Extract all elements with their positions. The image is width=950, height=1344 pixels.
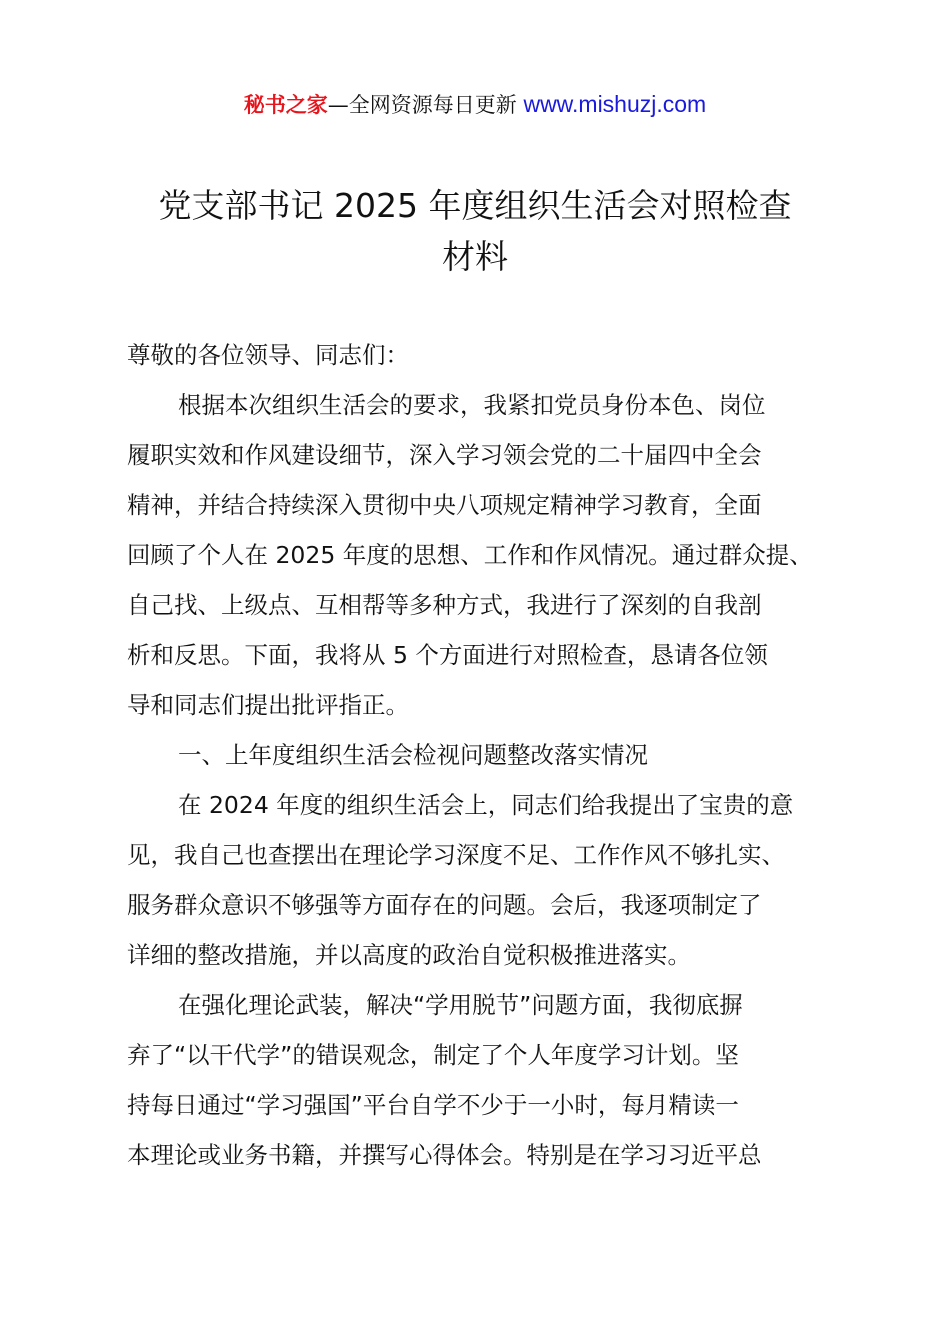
- text-line: 回顾了个人在 2025 年度的思想、工作和作风情况。通过群众提、: [127, 541, 813, 569]
- text-line: 履职实效和作风建设细节，深入学习领会党的二十届四中全会: [127, 441, 762, 469]
- text-line: 根据本次组织生活会的要求，我紧扣党员身份本色、岗位: [178, 391, 766, 419]
- title-line: 党支部书记 2025 年度组织生活会对照检查: [158, 186, 792, 225]
- text-line: 本理论或业务书籍，并撰写心得体会。特别是在学习习近平总: [127, 1141, 762, 1169]
- text-line: 在 2024 年度的组织生活会上，同志们给我提出了宝贵的意: [178, 791, 794, 819]
- site-url-link[interactable]: www.mishuzj.com: [523, 91, 707, 117]
- text-line: 自己找、上级点、互相帮等多种方式，我进行了深刻的自我剖: [127, 591, 762, 619]
- text-line: 服务群众意识不够强等方面存在的问题。会后，我逐项制定了: [127, 891, 762, 919]
- paragraph: [127, 980, 847, 1180]
- text-line: 析和反思。下面，我将从 5 个方面进行对照检查，恳请各位领: [127, 641, 768, 669]
- text-line: 在强化理论武装，解决“学用脱节”问题方面，我彻底摒: [178, 991, 743, 1019]
- site-header: [0, 88, 950, 121]
- document-body: [127, 330, 847, 1180]
- document-title: [0, 180, 950, 282]
- brand-name: 秘书之家: [243, 93, 328, 117]
- text-line: 精神，并结合持续深入贯彻中央八项规定精神学习教育，全面: [127, 491, 762, 519]
- paragraph: [127, 780, 847, 980]
- title-line: 材料: [442, 237, 508, 276]
- paragraph: [127, 380, 847, 730]
- text-line: 弃了“以干代学”的错误观念，制定了个人年度学习计划。坚: [127, 1041, 739, 1069]
- header-tagline: —全网资源每日更新: [327, 93, 524, 117]
- text-line: 导和同志们提出批评指正。: [127, 691, 409, 719]
- text-line: 一、上年度组织生活会检视问题整改落实情况: [178, 741, 648, 769]
- text-line: 详细的整改措施，并以高度的政治自觉积极推进落实。: [127, 941, 691, 969]
- text-line: 持每日通过“学习强国”平台自学不少于一小时，每月精读一: [127, 1091, 739, 1119]
- section-heading: [127, 730, 847, 780]
- text-line: 见，我自己也查摆出在理论学习深度不足、工作作风不够扎实、: [127, 841, 785, 869]
- greeting: 尊敬的各位领导、同志们：: [127, 341, 409, 369]
